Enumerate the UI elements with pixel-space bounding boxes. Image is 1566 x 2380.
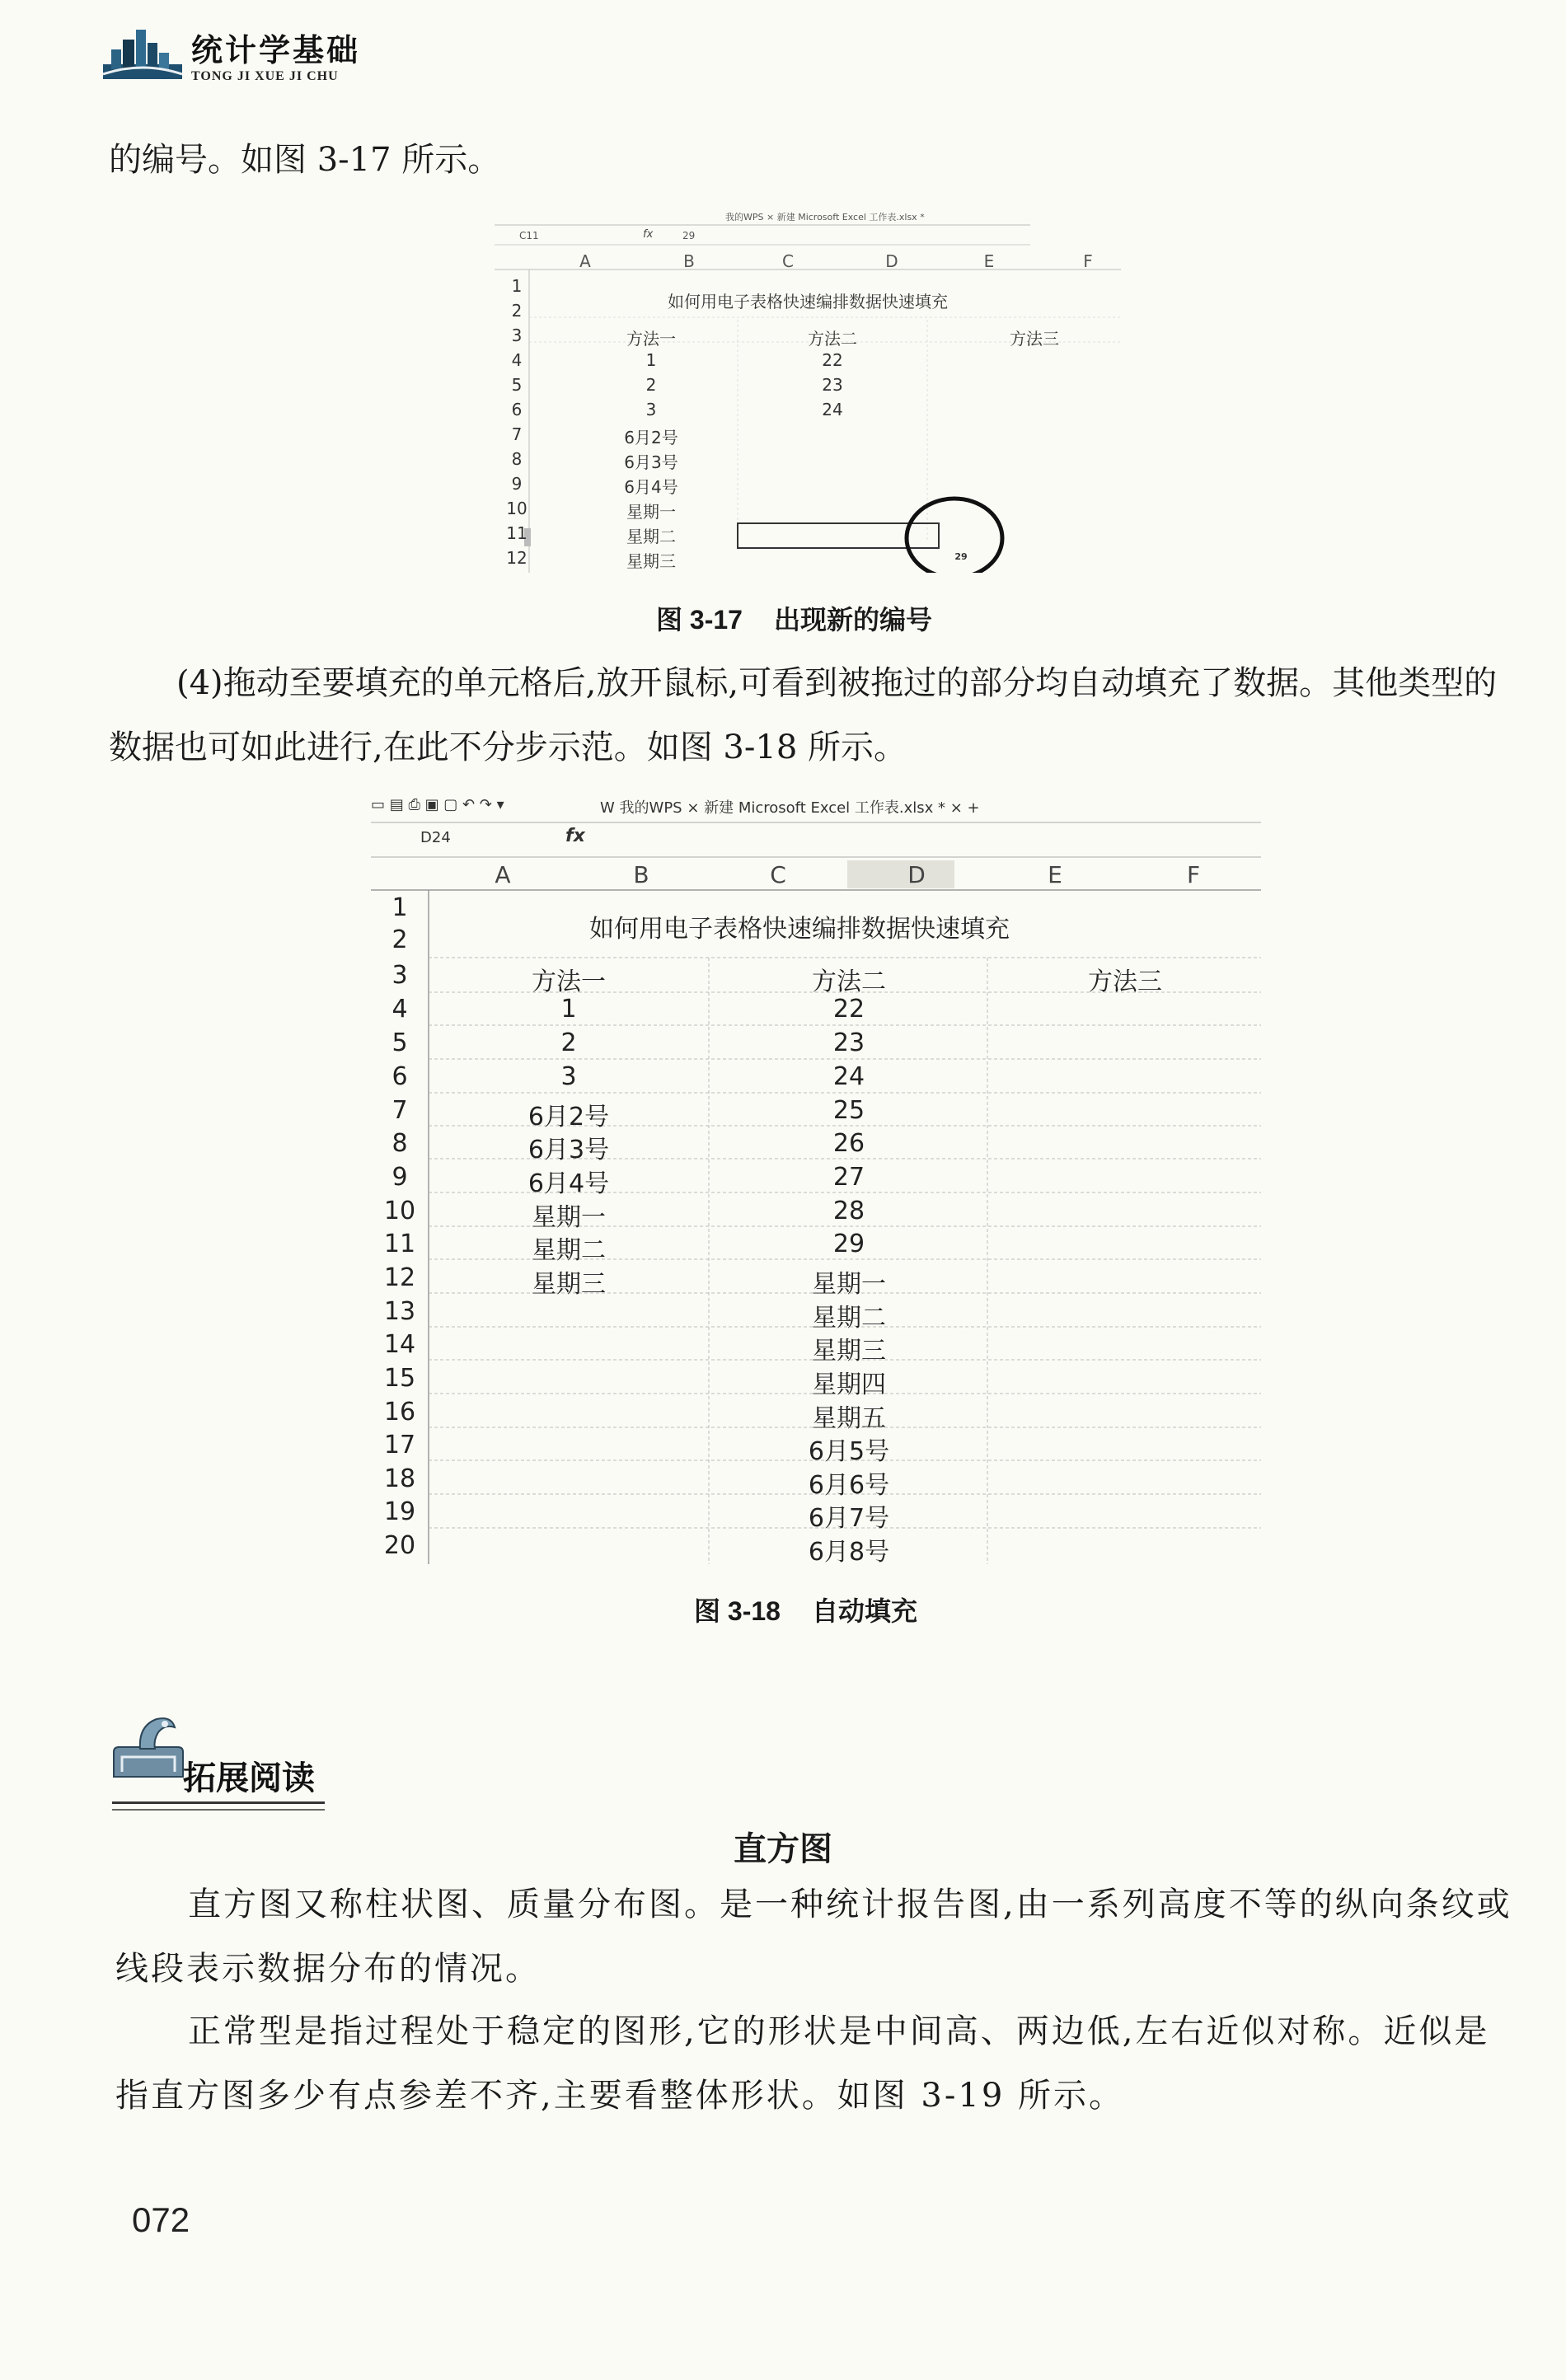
figure-3-18-d20: 6月8号	[808, 1538, 890, 1567]
figure-3-17-tooltip: 29	[954, 551, 968, 562]
figure-3-18-b7: 6月2号	[527, 1103, 610, 1131]
figure-3-17-name-box: C11	[519, 230, 539, 241]
figure-3-17-b5: 2	[645, 375, 657, 395]
figure-3-17-caption-text: 出现新的编号	[773, 604, 932, 635]
figure-3-17-caption-number: 图 3-17	[656, 605, 743, 635]
figure-3-18-d16: 星期五	[812, 1404, 886, 1433]
histogram-paragraph-2: 正常型是指过程处于稳定的图形,它的形状是中间高、两边低,左右近似对称。近似是指直方图多少有点参差不齐,主要看整体形状。如图 3-19 所示。	[115, 2012, 1490, 2115]
figure-3-18-col-c: C	[770, 861, 786, 888]
figure-3-18-row-17: 17	[383, 1431, 416, 1459]
figure-3-18-d15: 星期四	[812, 1370, 886, 1399]
book-title: 统计学基础	[191, 32, 361, 68]
figure-3-18-row-1: 1	[392, 893, 408, 922]
figure-3-18-d17: 6月5号	[808, 1437, 890, 1466]
figure-3-17-caption	[656, 599, 932, 637]
figure-3-18-b3: 方法一	[532, 967, 606, 996]
figure-3-18-row-20: 20	[383, 1531, 416, 1560]
figure-3-17-d6: 24	[822, 400, 843, 419]
figure-3-18-col-e: E	[1048, 861, 1062, 888]
figure-3-17-b12: 星期三	[626, 551, 676, 571]
figure-3-17-b11: 星期二	[626, 527, 676, 546]
step-4-paragraph: (4)拖动至要填充的单元格后,放开鼠标,可看到被拖过的部分均自动填充了数据。其他类型的数据也可如此进行,在此不分步示范。如图 3-18 所示。	[109, 664, 1498, 766]
figure-3-18-b5: 2	[560, 1028, 577, 1057]
figure-3-18-d19: 6月7号	[808, 1504, 890, 1533]
figure-3-18-toolbar-icons: ▭ ▤ ⎙ ▣ ▢ ↶ ↷ ▾	[371, 796, 504, 813]
figure-3-18-caption-text: 自动填充	[811, 1595, 917, 1627]
figure-3-18-d7: 25	[832, 1096, 865, 1125]
figure-3-17-b4: 1	[645, 350, 657, 370]
figure-3-18-d6: 24	[832, 1062, 865, 1091]
figure-3-17-col-b: B	[683, 251, 695, 271]
figure-3-18-col-a: A	[495, 861, 511, 888]
figure-3-17-d4: 22	[822, 350, 843, 370]
figure-3-18-row-18: 18	[383, 1464, 416, 1493]
figure-3-18-d10: 28	[832, 1197, 865, 1225]
figure-3-17-b8: 6月3号	[624, 452, 678, 472]
figure-3-17-screenshot	[495, 210, 1137, 573]
figure-3-18-row-11: 11	[383, 1230, 416, 1258]
figure-3-17-sheet-title: 如何用电子表格快速编排数据快速填充	[668, 292, 948, 312]
figure-3-18-d13: 星期二	[812, 1304, 886, 1333]
figure-3-17-row-9: 9	[511, 474, 523, 494]
figure-3-17-row-5: 5	[511, 375, 523, 395]
figure-3-17-col-c: C	[782, 251, 794, 271]
figure-3-18-b9: 6月4号	[527, 1169, 610, 1198]
figure-3-18-row-8: 8	[392, 1129, 408, 1158]
figure-3-17-row-2: 2	[511, 301, 523, 321]
figure-3-17-col-a: A	[579, 251, 591, 271]
figure-3-18-row-2: 2	[392, 925, 408, 954]
figure-3-18-sheet-title: 如何用电子表格快速编排数据快速填充	[589, 915, 1010, 944]
figure-3-18-caption	[694, 1591, 917, 1628]
figure-3-17-row-6: 6	[511, 400, 523, 419]
figure-3-18-toolbar: W 我的WPS × 新建 Microsoft Excel 工作表.xlsx * × +	[600, 799, 980, 817]
figure-3-17-b6: 3	[645, 400, 657, 419]
figure-3-17-row-8: 8	[511, 449, 523, 469]
book-logo-icon	[103, 25, 182, 82]
figure-3-17-formula-value: 29	[682, 230, 696, 241]
figure-3-18-row-7: 7	[392, 1096, 408, 1125]
figure-3-18-d11: 29	[832, 1230, 865, 1258]
figure-3-18-row-10: 10	[383, 1197, 416, 1225]
extended-reading-icon	[107, 1712, 190, 1778]
book-subtitle: TONG JI XUE JI CHU	[191, 69, 339, 83]
figure-3-18-d4: 22	[832, 995, 865, 1024]
page-number: 072	[132, 2200, 190, 2239]
extended-reading-title: 拓展阅读	[183, 1759, 315, 1797]
figure-3-17-row-4: 4	[511, 350, 523, 370]
figure-3-18-row-4: 4	[392, 995, 408, 1024]
figure-3-18-row-9: 9	[392, 1163, 408, 1192]
figure-3-18-row-16: 16	[383, 1398, 416, 1427]
figure-3-17-row-11: 11	[506, 523, 527, 543]
figure-3-18-d14: 星期三	[812, 1337, 886, 1366]
figure-3-18-col-b: B	[633, 861, 649, 888]
figure-3-18-row-13: 13	[383, 1297, 416, 1326]
figure-3-17-b3: 方法一	[626, 329, 676, 349]
figure-3-18-d12: 星期一	[812, 1270, 886, 1299]
figure-3-18-screenshot	[371, 791, 1269, 1566]
figure-3-18-d18: 6月6号	[808, 1471, 890, 1500]
figure-3-17-col-d: D	[885, 251, 898, 271]
figure-3-18-row-5: 5	[392, 1028, 408, 1057]
figure-3-18-d9: 27	[832, 1163, 865, 1192]
figure-3-18-f3: 方法三	[1088, 967, 1162, 996]
figure-3-18-row-19: 19	[383, 1497, 416, 1526]
figure-3-18-name-box: D24	[420, 829, 451, 846]
figure-3-18-b8: 6月3号	[527, 1136, 610, 1164]
section-underline-thin	[112, 1809, 325, 1811]
figure-3-18-row-14: 14	[383, 1330, 416, 1359]
figure-3-17-d3: 方法二	[808, 329, 857, 349]
histogram-paragraph-1: 直方图又称柱状图、质量分布图。是一种统计报告图,由一系列高度不等的纵向条纹或线段表示数据分布的情况。	[115, 1886, 1512, 1988]
figure-3-17-b7: 6月2号	[624, 428, 678, 447]
figure-3-18-row-12: 12	[383, 1263, 416, 1292]
figure-3-18-b11: 星期二	[532, 1236, 606, 1265]
figure-3-18-row-3: 3	[392, 961, 408, 990]
figure-3-18-b4: 1	[560, 995, 577, 1024]
figure-3-17-d5: 23	[822, 375, 843, 395]
intro-text: 的编号。如图 3-17 所示。	[109, 141, 501, 179]
figure-3-17-fx-icon: fx	[643, 228, 654, 241]
figure-3-18-b10: 星期一	[532, 1203, 606, 1232]
histogram-title: 直方图	[734, 1830, 832, 1868]
figure-3-18-col-f: F	[1186, 861, 1201, 888]
figure-3-18-row-6: 6	[392, 1062, 408, 1091]
figure-3-17-col-e: E	[983, 251, 995, 271]
figure-3-17-row-12: 12	[506, 548, 527, 568]
section-underline	[112, 1801, 325, 1804]
figure-3-18-fx-icon: fx	[565, 826, 585, 846]
figure-3-17-f3: 方法三	[1010, 329, 1059, 349]
figure-3-18-d8: 26	[832, 1129, 865, 1158]
figure-3-18-row-15: 15	[383, 1364, 416, 1393]
figure-3-17-toolbar: 我的WPS × 新建 Microsoft Excel 工作表.xlsx *	[725, 212, 925, 223]
figure-3-17-row-1: 1	[511, 276, 523, 296]
figure-3-18-b12: 星期三	[532, 1270, 606, 1299]
figure-3-17-b10: 星期一	[626, 502, 676, 522]
figure-3-17-col-f: F	[1083, 251, 1093, 271]
figure-3-17-b9: 6月4号	[624, 477, 678, 497]
figure-3-18-d3: 方法二	[812, 967, 886, 996]
figure-3-18-d5: 23	[832, 1028, 865, 1057]
figure-3-17-row-10: 10	[506, 499, 527, 518]
figure-3-18-caption-number: 图 3-18	[694, 1596, 781, 1626]
figure-3-17-row-3: 3	[511, 326, 523, 345]
figure-3-18-b6: 3	[560, 1062, 577, 1091]
figure-3-18-col-d: D	[907, 861, 926, 888]
figure-3-17-row-7: 7	[511, 424, 523, 444]
